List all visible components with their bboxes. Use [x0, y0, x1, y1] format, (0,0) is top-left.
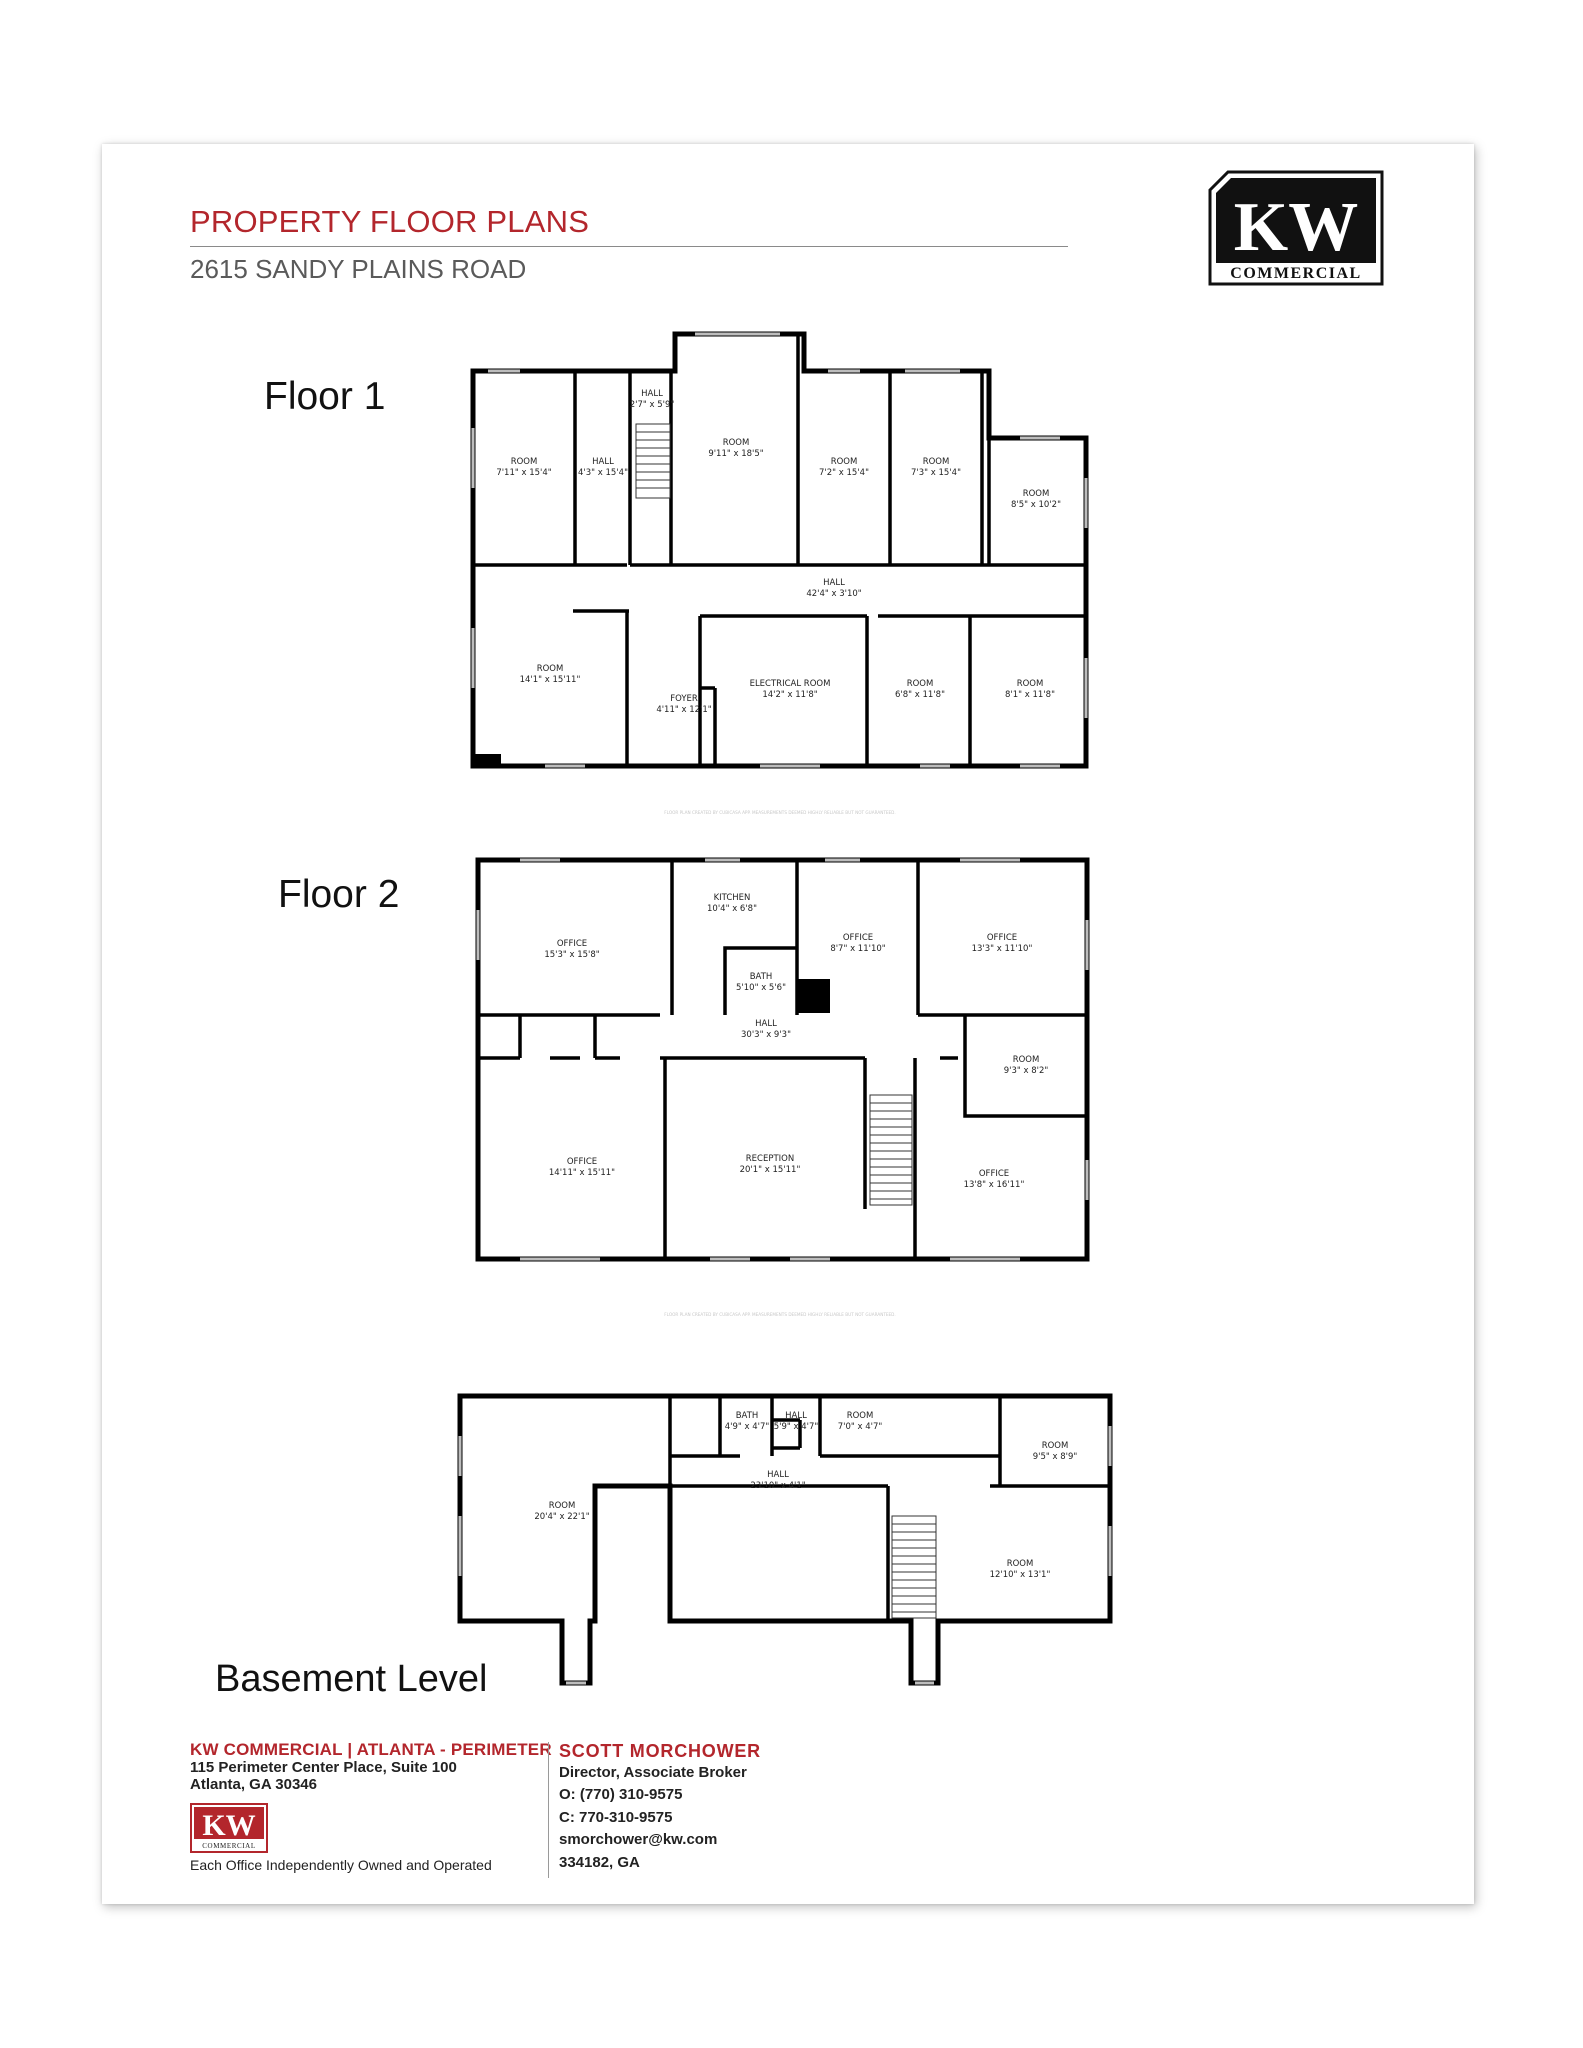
room-dims: 5'10" x 5'6": [736, 983, 786, 993]
page-title: PROPERTY FLOOR PLANS: [190, 204, 590, 239]
staircase-floor-1: [636, 424, 670, 498]
room-label: ROOM: [510, 457, 538, 467]
staircase-basement: [892, 1516, 936, 1618]
floor-1-plan: [460, 328, 1100, 828]
svg-text:COMMERCIAL: COMMERCIAL: [202, 1842, 256, 1850]
room-dims: 8'5" x 10'2": [1011, 500, 1061, 510]
room-dims: 12'10" x 13'1": [989, 1570, 1051, 1580]
room-dims: 5'9" x 4'7": [773, 1422, 819, 1432]
room-dims: 15'3" x 15'8": [544, 950, 600, 960]
room-label: HALL: [767, 1470, 789, 1480]
room-dims: 7'11" x 15'4": [496, 468, 552, 478]
room-dims: 4'9" x 4'7": [724, 1422, 770, 1432]
footer-note: Each Office Independently Owned and Operated: [190, 1857, 492, 1873]
footer-company: KW COMMERCIAL | ATLANTA - PERIMETER: [190, 1740, 552, 1759]
room-label: ROOM: [922, 457, 950, 467]
room-dims: 14'1" x 15'11": [519, 675, 581, 685]
footer-address-line-2: Atlanta, GA 30346: [190, 1776, 317, 1793]
room-dims: 9'5" x 8'9": [1032, 1452, 1078, 1462]
room-label: OFFICE: [978, 1169, 1010, 1179]
floor-2-disclaimer: FLOOR PLAN CREATED BY CUBICASA APP. MEASUREMENTS DEEMED HIGHLY RELIABLE BUT NOT GUARANTEED.: [664, 1312, 896, 1317]
agent-office-phone[interactable]: O: (770) 310-9575: [559, 1786, 683, 1803]
floor-1-disclaimer: FLOOR PLAN CREATED BY CUBICASA APP. MEASUREMENTS DEEMED HIGHLY RELIABLE BUT NOT GUARANTEED.: [664, 810, 896, 815]
floor-2-plan: [460, 850, 1100, 1330]
room-dims: 6'8" x 11'8": [895, 690, 945, 700]
room-label: RECEPTION: [745, 1154, 795, 1164]
room-dims: 20'4" x 22'1": [534, 1512, 590, 1522]
svg-text:COMMERCIAL: COMMERCIAL: [1230, 265, 1362, 282]
room-label: OFFICE: [556, 939, 588, 949]
room-label: ROOM: [846, 1411, 874, 1421]
room-dims: 7'2" x 15'4": [819, 468, 869, 478]
footer-divider: [548, 1742, 549, 1878]
property-address: 2615 SANDY PLAINS ROAD: [190, 254, 527, 284]
room-label: OFFICE: [986, 933, 1018, 943]
room-dims: 9'3" x 8'2": [1003, 1066, 1049, 1076]
room-dims: 9'11" x 18'5": [708, 449, 764, 459]
room-dims: 7'3" x 15'4": [911, 468, 961, 478]
basement-label: Basement Level: [215, 1658, 488, 1700]
room-label: OFFICE: [842, 933, 874, 943]
room-dims: 2'7" x 5'9": [629, 400, 675, 410]
room-label: ELECTRICAL ROOM: [749, 679, 831, 689]
room-label: ROOM: [1041, 1441, 1069, 1451]
room-label: KITCHEN: [713, 893, 751, 903]
room-label: HALL: [641, 389, 663, 399]
room-dims: 4'3" x 15'4": [578, 468, 628, 478]
agent-email[interactable]: smorchower@kw.com: [559, 1831, 718, 1848]
room-label: OFFICE: [566, 1157, 598, 1167]
room-dims: 20'1" x 15'11": [739, 1165, 801, 1175]
room-label: ROOM: [548, 1501, 576, 1511]
room-label: BATH: [735, 1411, 759, 1421]
room-dims: 4'11" x 12'1": [656, 705, 712, 715]
room-label: HALL: [785, 1411, 807, 1421]
room-label: ROOM: [906, 679, 934, 689]
room-label: ROOM: [536, 664, 564, 674]
floor-1-label: Floor 1: [264, 375, 386, 418]
agent-cell-phone[interactable]: C: 770-310-9575: [559, 1809, 673, 1826]
basement-plan: [450, 1376, 1130, 1696]
room-label: HALL: [592, 457, 614, 467]
kw-commercial-small-logo: [190, 1803, 268, 1853]
room-label: ROOM: [1006, 1559, 1034, 1569]
agent-name: SCOTT MORCHOWER: [559, 1741, 761, 1761]
room-label: ROOM: [1012, 1055, 1040, 1065]
footer-address-line-1: 115 Perimeter Center Place, Suite 100: [190, 1759, 457, 1776]
room-dims: 13'8" x 16'11": [963, 1180, 1025, 1190]
room-dims: 8'1" x 11'8": [1005, 690, 1055, 700]
room-label: BATH: [749, 972, 773, 982]
room-dims: 42'4" x 3'10": [806, 589, 862, 599]
room-label: ROOM: [830, 457, 858, 467]
room-label: FOYER: [670, 694, 698, 704]
svg-text:KW: KW: [1233, 189, 1359, 266]
svg-text:KW: KW: [202, 1809, 256, 1842]
agent-license: 334182, GA: [559, 1854, 640, 1871]
agent-title: Director, Associate Broker: [559, 1764, 747, 1781]
room-dims: 10'4" x 6'8": [707, 904, 757, 914]
room-dims: 7'0" x 4'7": [837, 1422, 883, 1432]
room-dims: 14'2" x 11'8": [762, 690, 818, 700]
floor-2-label: Floor 2: [278, 873, 400, 916]
room-label: HALL: [755, 1019, 777, 1029]
room-dims: 14'11" x 15'11": [548, 1168, 616, 1178]
room-dims: 23'10" x 4'1": [750, 1481, 806, 1491]
room-dims: 8'7" x 11'10": [830, 944, 886, 954]
kw-commercial-logo: [1208, 170, 1384, 286]
room-label: HALL: [823, 578, 845, 588]
room-label: ROOM: [722, 438, 750, 448]
room-label: ROOM: [1016, 679, 1044, 689]
title-divider: [190, 246, 1068, 247]
room-dims: 30'3" x 9'3": [741, 1030, 791, 1040]
room-label: ROOM: [1022, 489, 1050, 499]
room-dims: 13'3" x 11'10": [971, 944, 1033, 954]
staircase-floor-2: [870, 1095, 912, 1205]
